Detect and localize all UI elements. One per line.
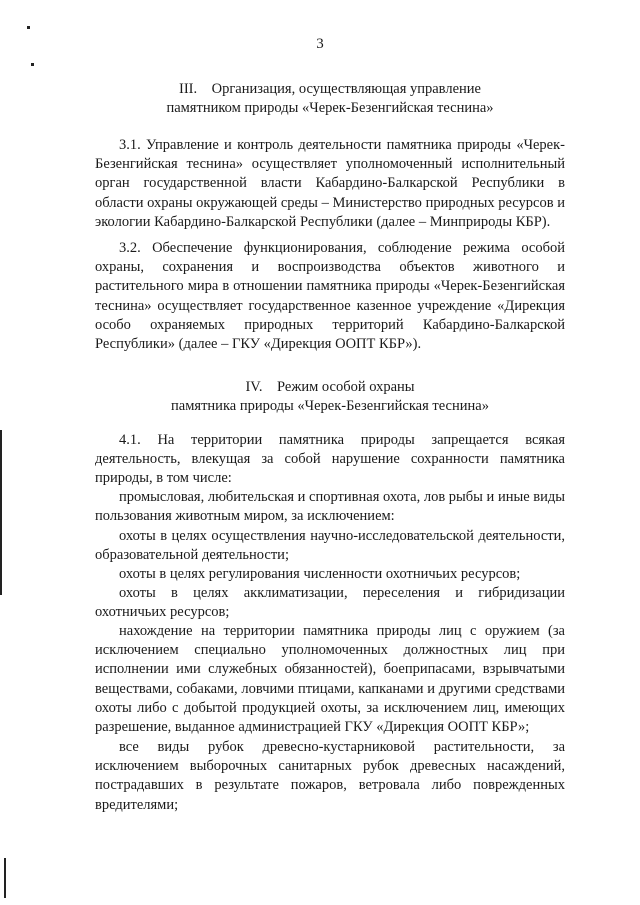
page-number: 3 [316, 36, 324, 52]
paragraph-3-1: 3.1. Управление и контроль деятельности памятника природы «Черек-Безенгийская теснина» осуществляет уполномоченный исполнительный орган государственной власти Кабардино-Балкарской Республики в области охраны окружающей среды – Министерство природных ресурсов и экологии Кабардино-Балкарской Республики (далее – Минприроды КБР). [95, 137, 565, 230]
scan-mark [27, 26, 30, 29]
list-item-weapons-ban: нахождение на территории памятника природы лиц с оружием (за исключением специально уполномоченных должностных лиц при исполнении ими служебных обязанностей), боеприпасами, взрывчатыми веществами, собаками, ловчими птицами, капканами и другими средствами охоты либо с добытой продукцией охоты, за исключением лиц, имеющих разрешение, выданное администрацией ГКУ «Дирекция ООПТ КБР»; [95, 623, 565, 736]
scan-mark [31, 63, 34, 66]
section-4-title-line1: IV. Режим особой охраны [245, 379, 415, 395]
scan-edge-mark [0, 430, 2, 595]
paragraph-4-1: 4.1. На территории памятника природы запрещается всякая деятельность, влекущая за собой нарушение сохранности памятника природы, в том числе: [95, 432, 565, 487]
list-item-research-hunting: охоты в целях осуществления научно-исследовательской деятельности, образовательной деятельности; [95, 528, 565, 564]
section-3-heading [95, 80, 565, 118]
paragraph-3-2: 3.2. Обеспечение функционирования, соблюдение режима особой охраны, сохранения и воспроизводства объектов животного и растительного мира в отношении памятника природы «Черек-Безенгийская теснина» осуществляет государственное казенное учреждение «Дирекция особо охраняемых природных территорий Кабардино-Балкарской Республики» (далее – ГКУ «Дирекция ООПТ КБР»). [95, 240, 565, 353]
list-item-acclimatization-hunting: охоты в целях акклиматизации, переселения и гибридизации охотничьих ресурсов; [95, 585, 565, 621]
section-3-title-line1: III. Организация, осуществляющая управление [179, 81, 481, 97]
scan-edge-mark [4, 858, 6, 898]
list-item-regulation-hunting: охоты в целях регулирования численности охотничьих ресурсов; [119, 566, 521, 582]
list-item-hunting-ban: промысловая, любительская и спортивная охота, лов рыбы и иные виды пользования животным миром, за исключением: [95, 489, 565, 525]
section-3-title-line2: памятником природы «Черек-Безенгийская теснина» [166, 100, 494, 116]
list-item-logging-ban: все виды рубок древесно-кустарниковой растительности, за исключением выборочных санитарных рубок древесных насаждений, пострадавших в результате пожаров, ветровала либо поврежденных вредителями; [95, 739, 565, 813]
section-4-heading [95, 378, 565, 416]
section-4-title-line2: памятника природы «Черек-Безенгийская теснина» [171, 398, 489, 414]
